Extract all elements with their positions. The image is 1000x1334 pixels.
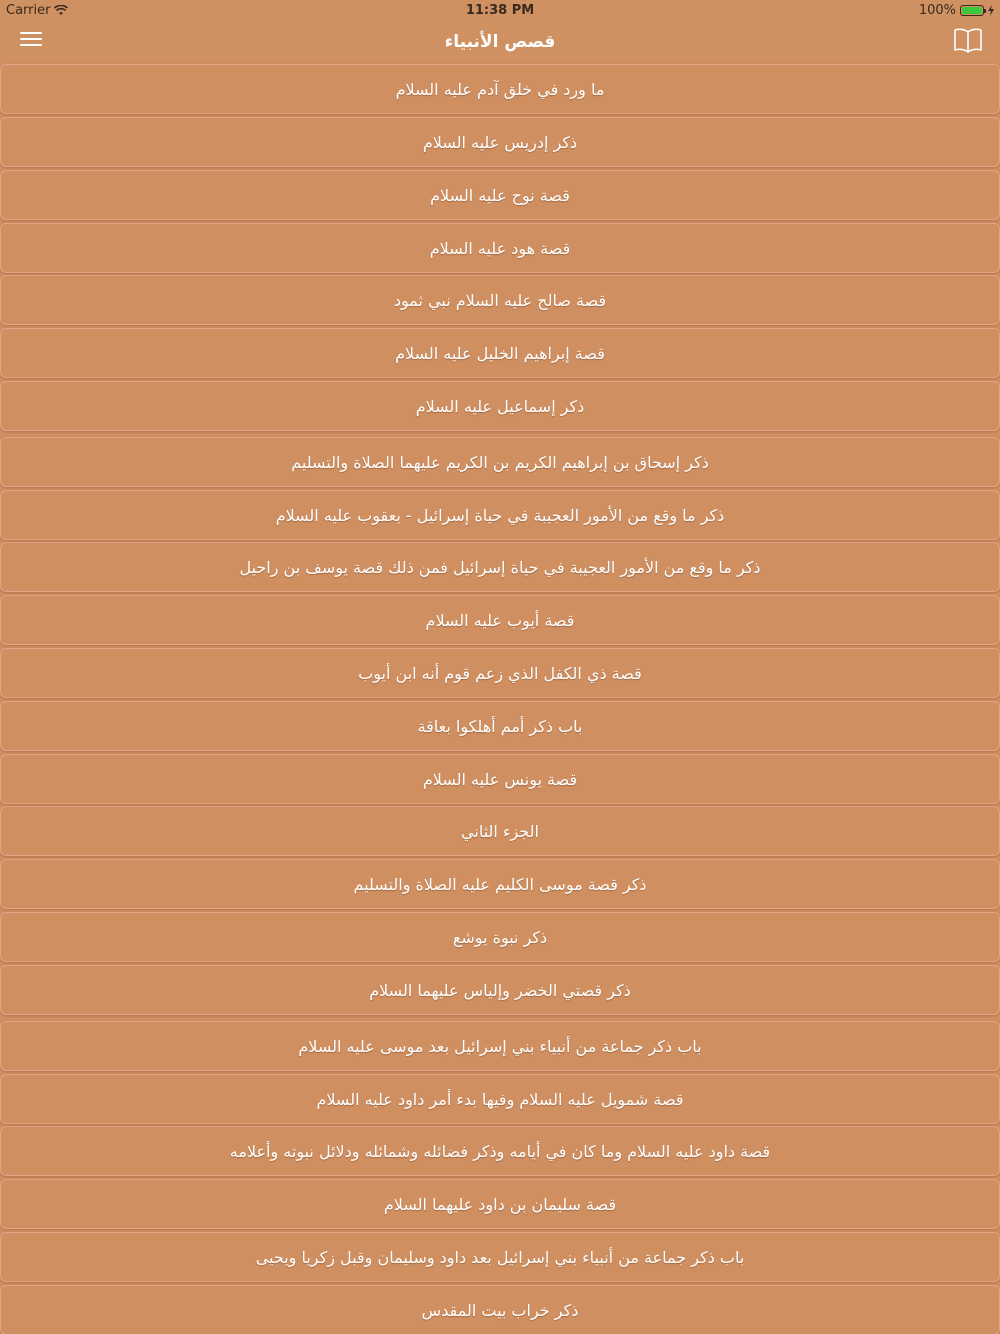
list-item[interactable] [0,223,1000,273]
list-item[interactable] [0,701,1000,751]
battery-percent: 100% [918,3,956,18]
nav-bar [0,22,1000,64]
list-item-label: قصة داود عليه السلام وما كان في أيامه وذكر فضائله وشمائله ودلائل نبوته وأعلامه [229,1141,771,1161]
status-bar [0,0,1000,22]
list-item-label: باب ذكر أمم أهلكوا بعاقة [417,716,583,736]
list-item[interactable] [0,328,1000,378]
list-item[interactable] [0,542,1000,592]
list-item-label: ذكر إسماعيل عليه السلام [415,396,585,416]
list-item[interactable] [0,859,1000,909]
list-item-label: ما ورد في خلق آدم عليه السلام [395,79,605,99]
list-item[interactable] [0,381,1000,431]
list-item[interactable] [0,1179,1000,1229]
list-item-label: ذكر ما وقع من الأمور العجيبة في حياة إسرائيل - يعقوب عليه السلام [275,505,725,525]
list-item[interactable] [0,170,1000,220]
list-item-label: ذكر إسحاق بن إبراهيم الكريم بن الكريم عليهما الصلاة والتسليم [291,452,709,472]
status-time: 11:38 PM [465,3,535,18]
list-item-label: ذكر إدريس عليه السلام [422,132,578,152]
page-title: قصص الأنبياء [444,32,556,52]
list-item[interactable] [0,490,1000,540]
list-item[interactable] [0,1021,1000,1071]
list-item-label: ذكر ما وقع من الأمور العجيبة في حياة إسرائيل فمن ذلك قصة يوسف بن راحيل [239,557,761,577]
list-item[interactable] [0,1126,1000,1176]
list-item[interactable] [0,117,1000,167]
list-item-label: قصة نوح عليه السلام [430,185,570,205]
list-item-label: قصة ذي الكفل الذي زعم قوم أنه ابن أيوب [358,663,642,683]
carrier-label: Carrier [6,3,51,18]
list-item[interactable] [0,1232,1000,1282]
list-item-label: ذكر نبوة يوشع [452,927,548,947]
list-item-label: ذكر قصتي الخضر وإلياس عليهما السلام [369,980,631,1000]
list-item-label: قصة سليمان بن داود عليهما السلام [383,1194,617,1214]
list-item-label: قصة إبراهيم الخليل عليه السلام [395,343,605,363]
list-item[interactable] [0,648,1000,698]
list-item-label: قصة شمويل عليه السلام وفيها بدء أمر داود عليه السلام [316,1089,684,1109]
list-item-label: قصة أيوب عليه السلام [425,610,575,630]
battery-icon [960,5,984,16]
list-item[interactable] [0,965,1000,1015]
list-item-label: باب ذكر جماعة من أنبياء بني إسرائيل بعد موسى عليه السلام [298,1036,702,1056]
book-icon[interactable] [954,27,982,53]
list-item-label: ذكر خراب بيت المقدس [421,1300,579,1320]
list-item-label: قصة صالح عليه السلام نبي ثمود [393,290,607,310]
list-item-label: الجزء الثاني [461,821,539,841]
list-item[interactable] [0,912,1000,962]
list-item-label: باب ذكر جماعة من أنبياء بني إسرائيل بعد داود وسليمان وقبل زكريا ويحيى [255,1247,745,1267]
list-item-label: قصة هود عليه السلام [429,238,571,258]
list-item-label: ذكر قصة موسى الكليم عليه الصلاة والتسليم [353,874,647,894]
list-item[interactable] [0,437,1000,487]
list-item[interactable] [0,64,1000,114]
list-item[interactable] [0,754,1000,804]
list-item-label: قصة يونس عليه السلام [422,769,578,789]
charging-icon [988,5,994,16]
list-item[interactable] [0,1074,1000,1124]
list-item[interactable] [0,275,1000,325]
list-item[interactable] [0,806,1000,856]
list-item[interactable] [0,595,1000,645]
list-item[interactable] [0,1285,1000,1334]
status-right [919,3,994,18]
